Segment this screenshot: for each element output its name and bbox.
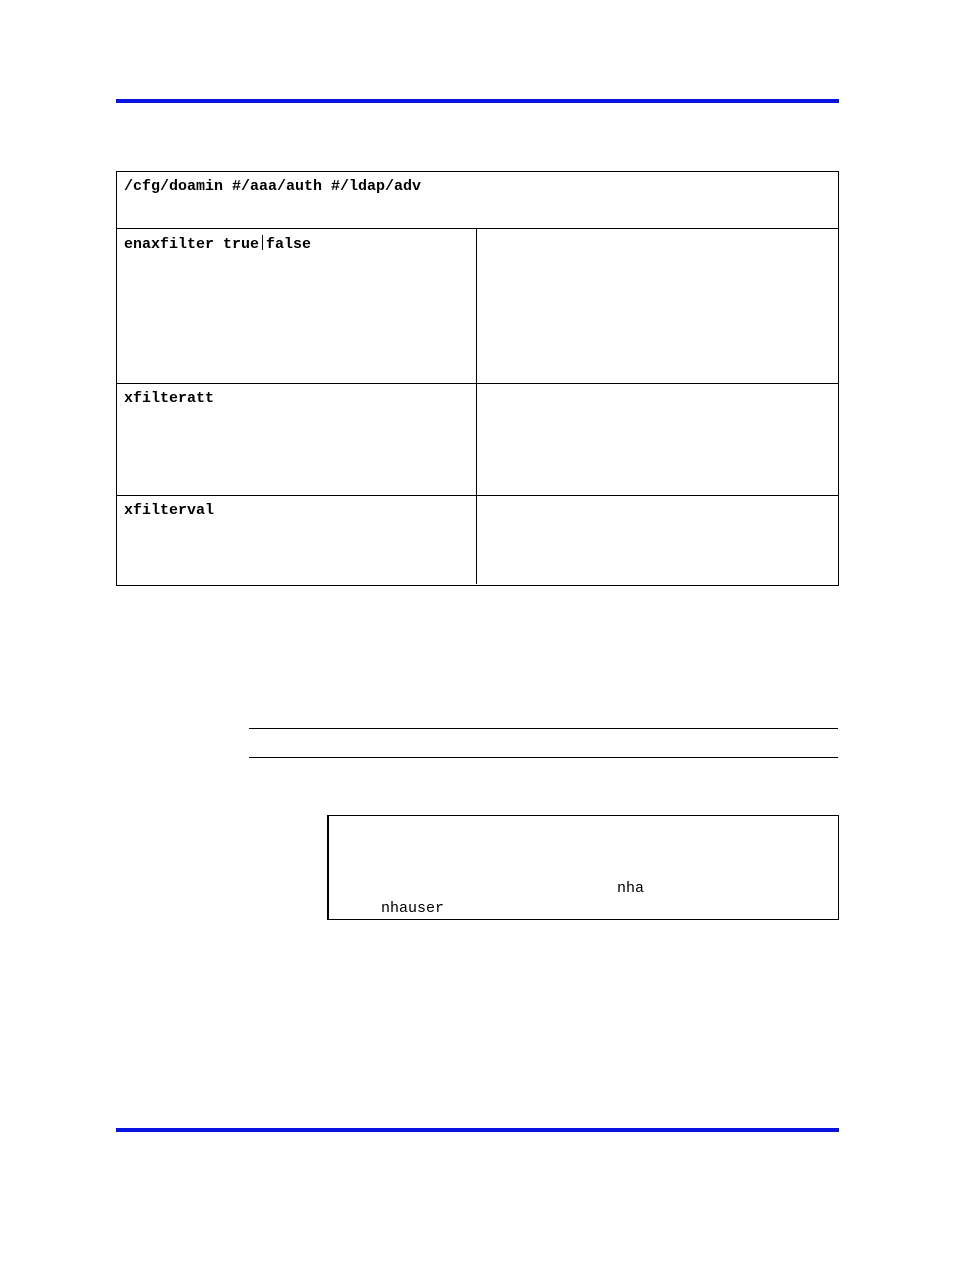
table-row [117,496,838,584]
command-enaxfilter [124,235,311,253]
header-rule [116,99,839,103]
command-table [116,171,839,586]
description-cell [477,229,838,383]
example-token-nhauser: nhauser [381,900,445,917]
description-cell [477,496,838,584]
command-cell [117,496,477,584]
command-table-header [117,172,838,229]
example-token-nha: nha [617,880,645,897]
divider [249,728,838,729]
pipe-separator [262,235,263,250]
divider [249,757,838,758]
command-enaxfilter-name: enaxfilter true [124,236,260,253]
command-enaxfilter-option: false [266,236,312,253]
command-xfilterval: xfilterval [124,502,215,519]
command-cell [117,229,477,383]
footer-rule [116,1128,839,1132]
description-cell [477,384,838,495]
table-row [117,384,838,496]
command-cell [117,384,477,495]
table-row [117,229,838,384]
example-box [327,815,839,920]
command-path: /cfg/doamin #/aaa/auth #/ldap/adv [124,178,422,195]
command-xfilteratt: xfilteratt [124,390,215,407]
